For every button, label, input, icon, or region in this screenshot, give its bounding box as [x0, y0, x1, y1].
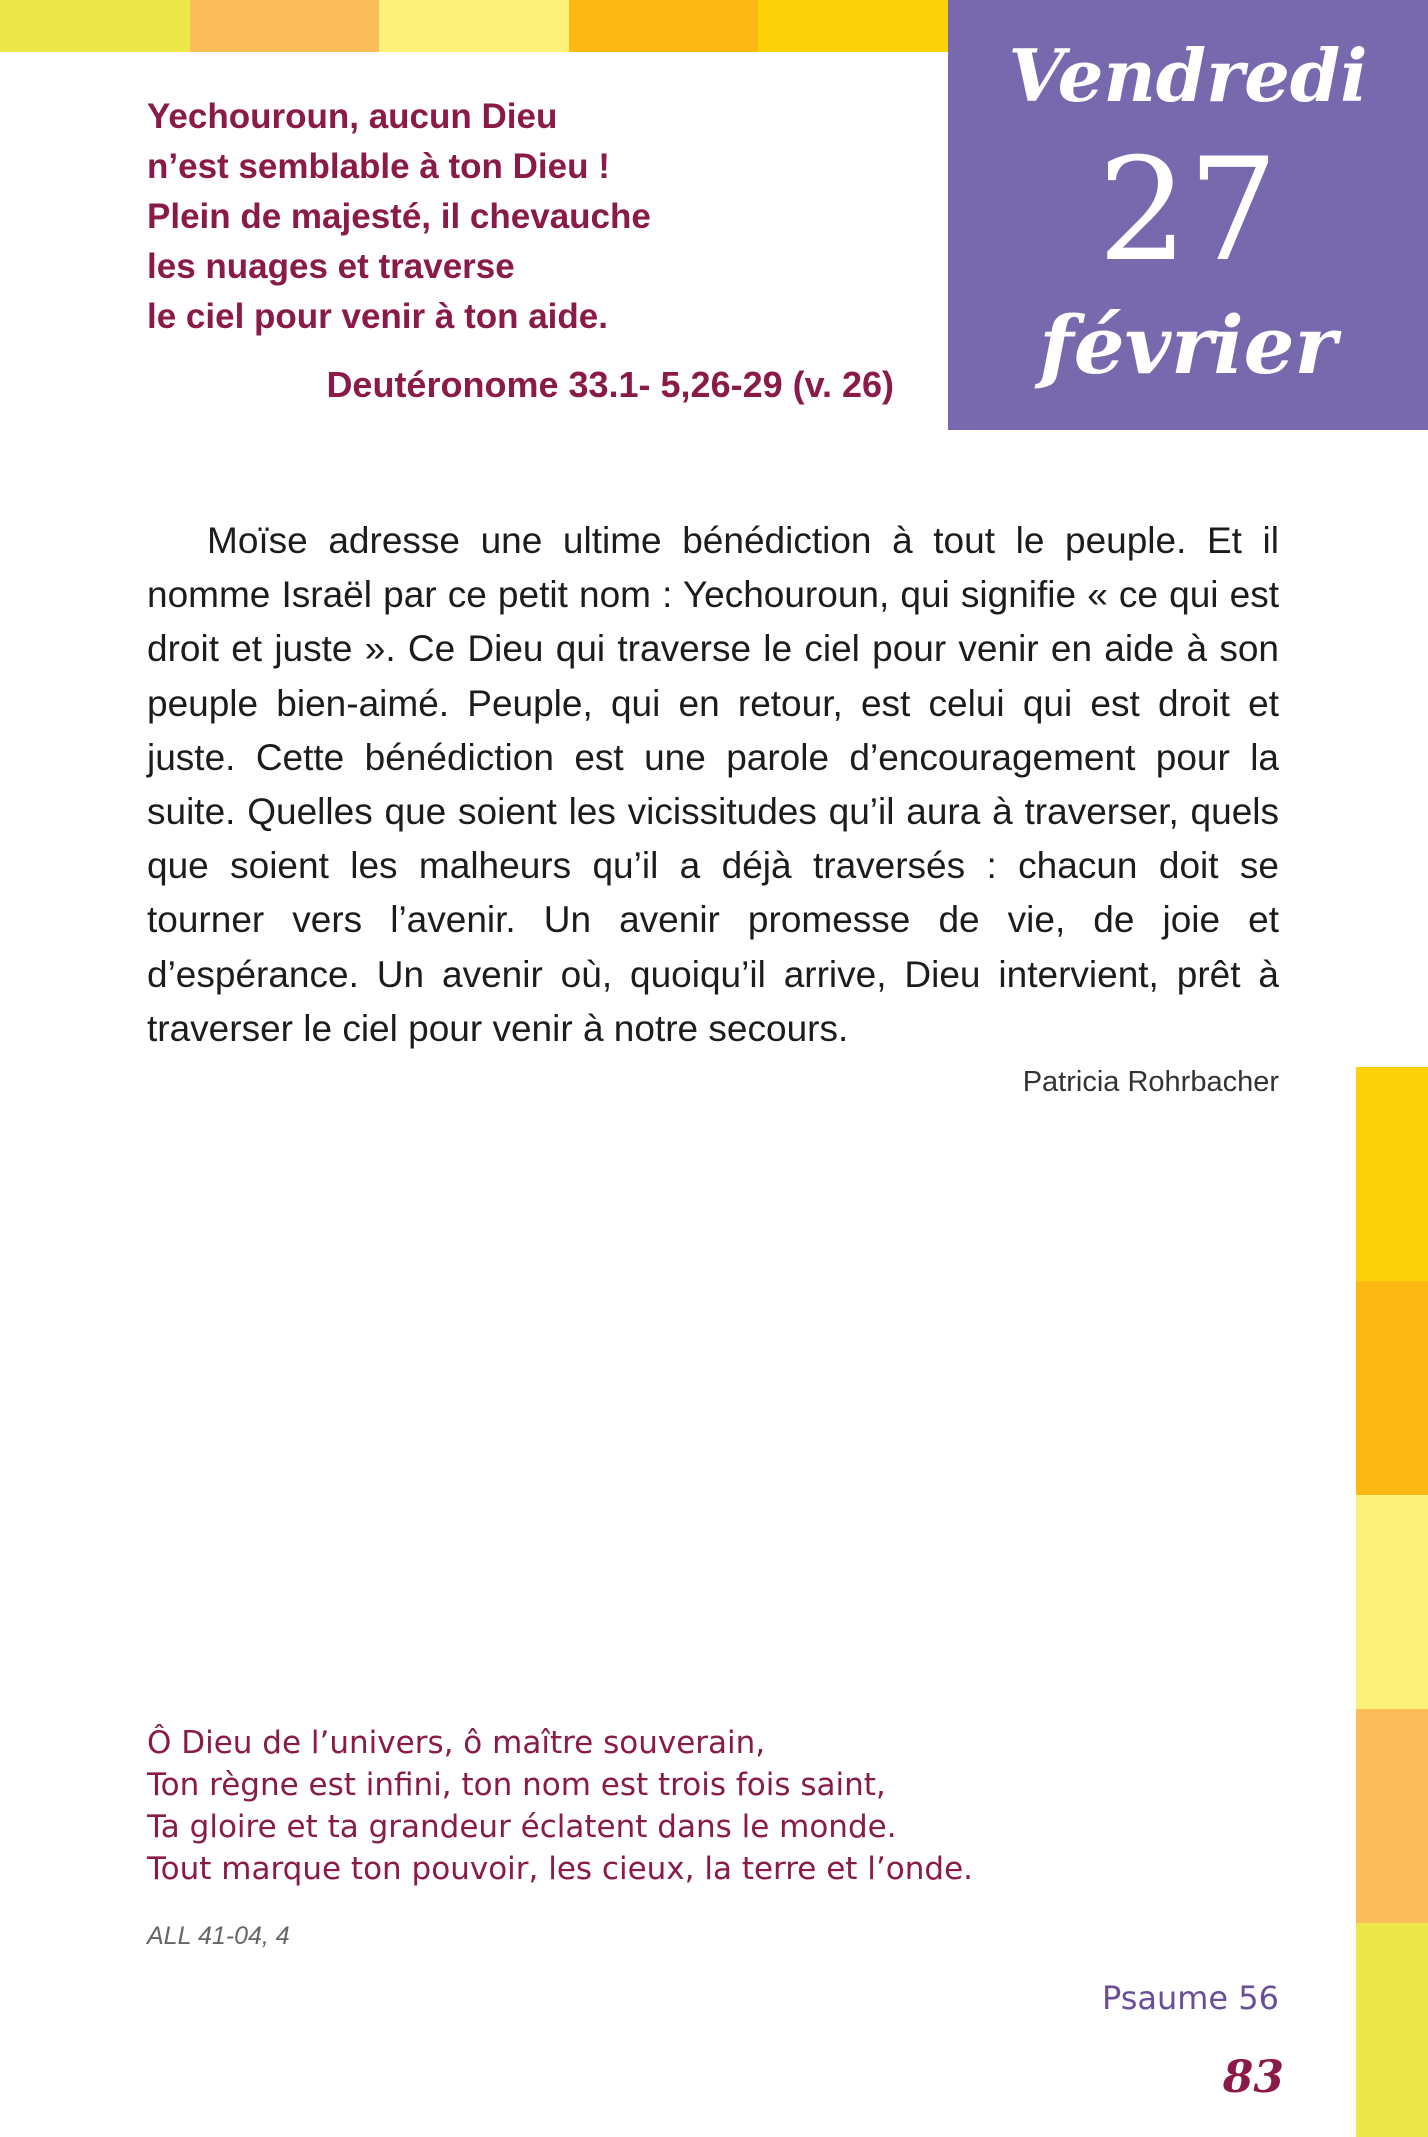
weekday: Vendredi	[1008, 33, 1368, 118]
hymn-line: Tout marque ton pouvoir, les cieux, la terre et l’onde.	[147, 1851, 973, 1887]
color-swatch	[379, 0, 569, 52]
month: février	[1039, 298, 1337, 392]
color-swatch	[569, 0, 759, 52]
commentary-paragraph: Moïse adresse une ultime bénédiction à tout le peuple. Et il nomme Israël par ce petit nom : Yechouroun, qui signifie « ce qui est droit et juste ». Ce Dieu qui traverse le ciel pour venir en aide à son peuple bien-aimé. Peuple, qui en retour, est celui qui est droit et juste. Cette bénédiction est une parole d’encouragement pour la suite. Quelles que soient les vicissitudes qu’il aura à traverser, quels que soient les malheurs qu’il a déjà traversés : chacun doit se tourner vers l’avenir. Un avenir promesse de vie, de joie et d’espérance. Un avenir où, quoiqu’il arrive, Dieu intervient, prêt à traverser le ciel pour venir à notre secours.	[147, 520, 1279, 1049]
verse-line: les nuages et traverse	[147, 247, 515, 286]
color-swatch	[1356, 1923, 1428, 2137]
verse-line: Plein de majesté, il chevauche	[147, 197, 651, 236]
verse-line: le ciel pour venir à ton aide.	[147, 297, 608, 336]
page-number: 83	[1222, 2052, 1284, 2103]
verse-reference: Deutéronome 33.1- 5,26-29 (v. 26)	[326, 364, 894, 405]
color-swatch	[1356, 1495, 1428, 1709]
hymn-line: Ta gloire et ta grandeur éclatent dans le monde.	[147, 1809, 897, 1845]
color-swatch	[758, 0, 948, 52]
commentary	[147, 514, 1279, 1056]
hymn-stanza	[147, 1722, 1147, 1890]
color-swatch	[1356, 1709, 1428, 1923]
side-color-strip	[1356, 1067, 1428, 2137]
author-name: Patricia Rohrbacher	[1022, 1066, 1279, 1098]
verse-line: n’est semblable à ton Dieu !	[147, 147, 610, 186]
verse-line: Yechouroun, aucun Dieu	[147, 97, 558, 136]
color-swatch	[1356, 1067, 1428, 1281]
day-number: 27	[1097, 128, 1279, 293]
date-box	[948, 0, 1428, 430]
color-swatch	[0, 0, 190, 52]
top-color-strip	[0, 0, 948, 52]
hymn-line: Ô Dieu de l’univers, ô maître souverain,	[147, 1725, 766, 1761]
color-swatch	[190, 0, 380, 52]
hymn-line: Ton règne est infini, ton nom est trois fois saint,	[147, 1767, 886, 1803]
psalm-reference: Psaume 56	[1101, 1979, 1279, 2017]
hymn-reference: ALL 41-04, 4	[147, 1922, 290, 1950]
bible-verse	[147, 92, 907, 342]
color-swatch	[1356, 1281, 1428, 1495]
